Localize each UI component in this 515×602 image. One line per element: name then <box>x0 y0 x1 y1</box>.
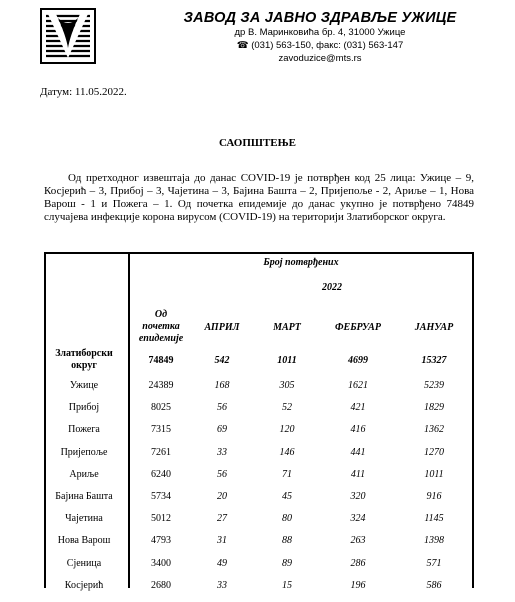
cases-since-start: 6240 <box>151 468 171 480</box>
cases-january: 586 <box>426 579 442 591</box>
cases-january: 15327 <box>421 355 447 366</box>
cases-april: 56 <box>217 402 227 414</box>
cases-april: 168 <box>214 380 230 391</box>
table-row <box>44 535 474 557</box>
cases-april: 27 <box>217 513 227 525</box>
cases-february: 320 <box>350 491 366 502</box>
document-date: Датум: 11.05.2022. <box>40 86 127 98</box>
table-row <box>44 513 474 535</box>
cases-april: 49 <box>217 557 227 569</box>
cases-february: 196 <box>350 579 366 591</box>
cases-march: 15 <box>282 579 292 591</box>
region-name: Ужице <box>69 380 99 391</box>
table-row-total <box>44 348 474 376</box>
cases-april: 542 <box>214 355 230 366</box>
cases-february: 1621 <box>348 380 368 391</box>
cases-since-start: 4793 <box>151 535 171 547</box>
cases-march: 80 <box>282 513 292 525</box>
table-row <box>44 469 474 491</box>
cases-january: 1362 <box>424 424 444 436</box>
cases-april: 33 <box>217 579 227 591</box>
table-row <box>44 447 474 469</box>
month-header-january: ЈАНУАР <box>414 322 454 333</box>
table-top-border <box>44 252 474 254</box>
cases-april: 20 <box>217 491 227 502</box>
institute-email: zavoduzice@mts.rs <box>278 53 362 64</box>
region-name: Косјерић <box>64 579 104 591</box>
cases-since-start: 3400 <box>151 557 171 569</box>
cases-march: 120 <box>279 424 295 436</box>
table-row <box>44 558 474 580</box>
institute-name: ЗАВОД ЗА ЈАВНО ЗДРАВЉЕ УЖИЦЕ <box>183 10 457 26</box>
cases-since-start: 2680 <box>151 579 171 591</box>
month-header-march: МАРТ <box>273 322 301 333</box>
cases-february: 4699 <box>348 355 368 366</box>
cases-table <box>44 252 474 591</box>
cases-march: 146 <box>279 446 295 458</box>
cases-april: 31 <box>217 535 227 547</box>
month-header-april: АПРИЛ <box>204 322 240 333</box>
cases-march: 52 <box>282 402 292 414</box>
cases-march: 1011 <box>277 355 297 366</box>
cases-february: 421 <box>350 402 366 414</box>
region-name: Ариље <box>69 468 99 480</box>
institute-header <box>140 10 500 65</box>
cases-april: 56 <box>217 468 227 480</box>
cases-february: 441 <box>350 446 366 458</box>
cases-april: 69 <box>217 424 227 436</box>
table-row <box>44 491 474 513</box>
document-title: САОПШТЕЊЕ <box>218 137 297 149</box>
year-header: 2022 <box>322 282 342 293</box>
institute-phone: ☎ (031) 563-150, факс: (031) 563-147 <box>236 40 404 51</box>
region-name: Нова Варош <box>57 535 111 547</box>
month-header-february: ФЕБРУАР <box>335 322 381 333</box>
cases-february: 416 <box>350 424 366 436</box>
cases-march: 88 <box>282 535 292 547</box>
cases-january: 1145 <box>424 513 444 525</box>
cases-january: 5239 <box>424 380 444 391</box>
cases-february: 411 <box>350 468 366 480</box>
cases-since-start: 74849 <box>148 355 174 366</box>
region-name: Сјеница <box>66 557 102 569</box>
region-name: Прибој <box>68 402 100 414</box>
cases-february: 286 <box>350 557 366 569</box>
cases-february: 263 <box>350 535 366 547</box>
cases-since-start: 7315 <box>151 424 171 436</box>
cases-march: 305 <box>279 380 295 391</box>
region-name: Златиборски округ <box>55 348 113 371</box>
cases-january: 1829 <box>424 402 444 414</box>
group-header: Број потврђених <box>263 257 339 268</box>
cases-january: 916 <box>426 491 442 502</box>
cases-february: 324 <box>350 513 366 525</box>
cases-january: 1398 <box>424 535 444 547</box>
cases-since-start: 24389 <box>148 380 174 391</box>
table-row <box>44 402 474 424</box>
table-row <box>44 424 474 446</box>
cases-january: 1270 <box>424 446 444 458</box>
table-row <box>44 380 474 402</box>
institute-address: др В. Маринковића бр. 4, 31000 Ужице <box>234 27 406 38</box>
cases-since-start: 5734 <box>151 491 171 502</box>
region-name: Чајетина <box>65 513 103 525</box>
cases-since-start: 8025 <box>151 402 171 414</box>
body-paragraph: Од претходног извештаја до данас COVID-19 је потврђен код 25 лица: Ужице – 9, Косјерић – 3, Прибој – 3, Чајетина – 3, Бајина Башта – 2, Пријепоље - 2, Ариље – 1, Нова Варош - 1 и Пожега – 1. Од почетка епидемије до данас укупно је потврђено 74849 случајева инфекције корона вирусом (COVID-19) на територији Златиборског округа. <box>44 172 474 223</box>
region-name: Пријепоље <box>60 446 108 458</box>
cases-since-start: 7261 <box>151 446 171 458</box>
table-row <box>44 580 474 602</box>
cases-since-start: 5012 <box>151 513 171 525</box>
region-name: Бајина Башта <box>55 491 113 502</box>
cases-march: 71 <box>282 468 292 480</box>
institute-logo <box>40 8 96 64</box>
cases-january: 1011 <box>424 468 444 480</box>
cases-march: 45 <box>282 491 292 502</box>
cases-january: 571 <box>426 557 442 569</box>
cases-april: 33 <box>217 446 227 458</box>
since-start-header: Од почетка епидемије <box>138 309 184 344</box>
cases-march: 89 <box>282 557 292 569</box>
region-name: Пожега <box>68 424 100 436</box>
